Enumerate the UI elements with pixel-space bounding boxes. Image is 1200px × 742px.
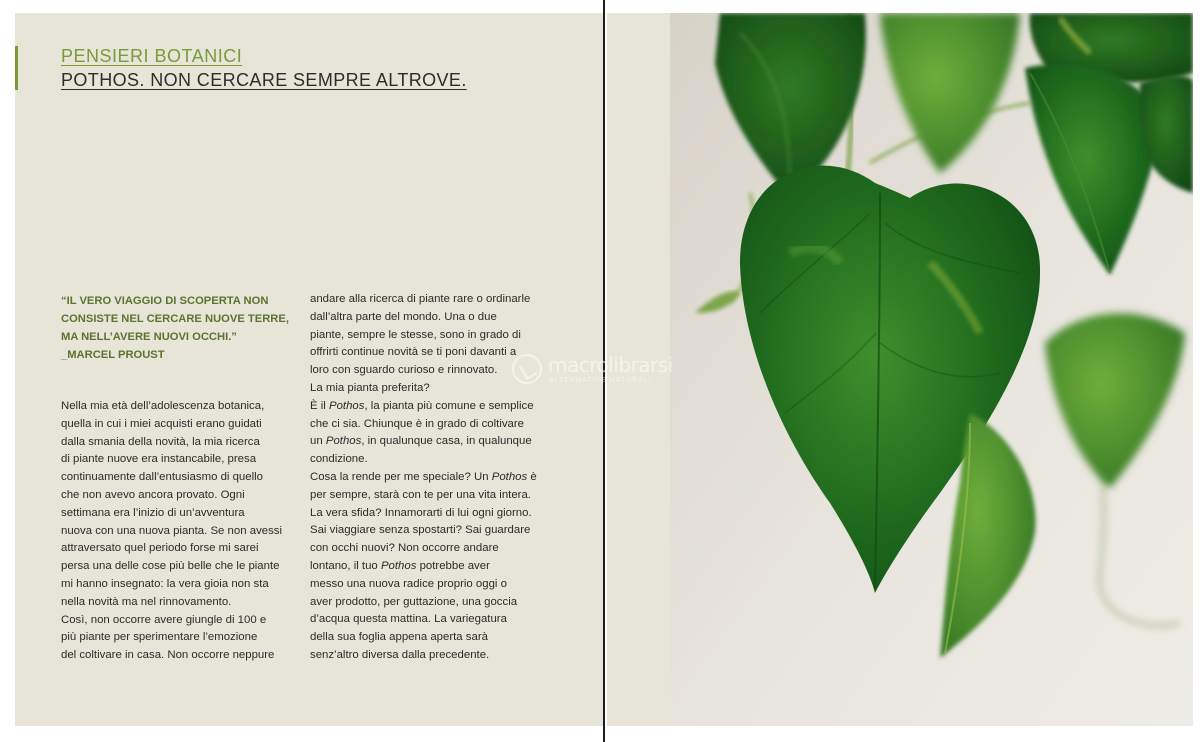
pothos-photo <box>670 13 1193 726</box>
text-line: messo una nuova radice proprio oggi o <box>310 577 507 590</box>
text-line: dall’altra parte del mondo. Una o due <box>310 310 497 323</box>
text-run: un <box>310 435 326 448</box>
text-run: , la pianta più comune e semplice <box>364 399 534 412</box>
text-line: Così, non occorre avere giungle di 100 e <box>61 613 267 626</box>
text-line: condizione. <box>310 453 368 466</box>
text-line: nella novità ma nel rinnovamento. <box>61 595 232 608</box>
text-line: aver prodotto, per guttazione, una goccia <box>310 595 518 608</box>
text-line: di piante nuove era instancabile, presa <box>61 453 257 466</box>
text-line: La mia pianta preferita? <box>310 381 430 394</box>
macrolibrarsi-logo-icon <box>512 354 542 384</box>
text-line: continuamente dall’entusiasmo di quello <box>61 471 263 484</box>
text-run: Cosa la rende per me speciale? Un <box>310 470 492 483</box>
article-title: POTHOS. NON CERCARE SEMPRE ALTROVE. <box>61 70 467 90</box>
text-line: senz’altro diversa dalla precedente. <box>310 648 490 661</box>
text-line: del coltivare in casa. Non occorre neppure <box>61 649 275 662</box>
text-line <box>310 469 546 487</box>
text-line: persa una delle cose più belle che le piante <box>61 560 280 573</box>
text-line: nuova con una nuova pianta. Se non avessi <box>61 524 283 537</box>
text-run: lontano, il tuo <box>310 559 381 572</box>
body-column-1 <box>61 398 297 665</box>
text-line: attraversato quel periodo forse mi sarei <box>61 542 259 555</box>
quote-line: “IL VERO VIAGGIO DI SCOPERTA NON <box>61 295 269 307</box>
watermark-brand: macrolibrarsi <box>548 353 673 377</box>
text-run: , in qualunque casa, in qualunque <box>361 435 532 448</box>
text-line: La vera sfida? Innamorarti di lui ogni giorno. <box>310 506 532 519</box>
header-accent-bar <box>15 46 18 90</box>
body-column-2 <box>310 291 546 665</box>
text-line: d’acqua questa mattina. La variegatura <box>310 613 507 626</box>
text-run: potrebbe aver <box>416 559 490 572</box>
watermark <box>512 352 712 392</box>
text-line: per sempre, starà con te per una vita intera. <box>310 488 531 501</box>
quote-line: CONSISTE NEL CERCARE NUOVE TERRE, <box>61 313 289 325</box>
text-line: Sai viaggiare senza spostarti? Sai guardare <box>310 524 531 537</box>
text-line: andare alla ricerca di piante rare o ordinarle <box>310 293 531 305</box>
quote-line: MA NELL’AVERE NUOVI OCCHI.” <box>61 331 237 343</box>
quote-author: _MARCEL PROUST <box>61 349 165 361</box>
text-run: È il <box>310 399 329 412</box>
section-label: PENSIERI BOTANICI <box>61 46 243 66</box>
text-line: Nella mia età dell’adolescenza botanica, <box>61 400 265 412</box>
text-line: della sua foglia appena aperta sarà <box>310 631 488 644</box>
text-line <box>310 433 546 451</box>
text-line <box>310 398 546 416</box>
plant-name: Pothos <box>380 559 417 572</box>
epigraph-quote <box>61 292 291 364</box>
text-run: è <box>527 470 537 483</box>
text-line: con occhi nuovi? Non occorre andare <box>310 542 499 555</box>
text-line: che ci sia. Chiunque è in grado di coltivare <box>310 417 525 430</box>
text-line: piante, sempre le stesse, sono in grado di <box>310 328 521 341</box>
text-line: settimana era l’inizio di un’avventura <box>61 506 245 519</box>
plant-name: Pothos <box>329 399 365 412</box>
text-line: loro con sguardo curioso e rinnovato. <box>310 364 498 377</box>
plant-name: Pothos <box>325 435 362 448</box>
watermark-tagline: ALTERNATIVE NATURALI <box>549 377 652 384</box>
text-line: che non avevo ancora provato. Ogni <box>61 488 245 501</box>
text-line: offrirti continue novità se ti poni davanti a <box>310 346 517 359</box>
plant-name: Pothos <box>491 470 528 483</box>
text-line: dalla smania della novità, la mia ricerca <box>61 435 260 448</box>
text-line: quella in cui i miei acquisti erano guidati <box>61 417 262 430</box>
text-line: più piante per sperimentare l’emozione <box>61 631 258 644</box>
text-line: mi hanno insegnato: la vera gioia non sta <box>61 577 269 590</box>
text-line <box>310 558 546 576</box>
